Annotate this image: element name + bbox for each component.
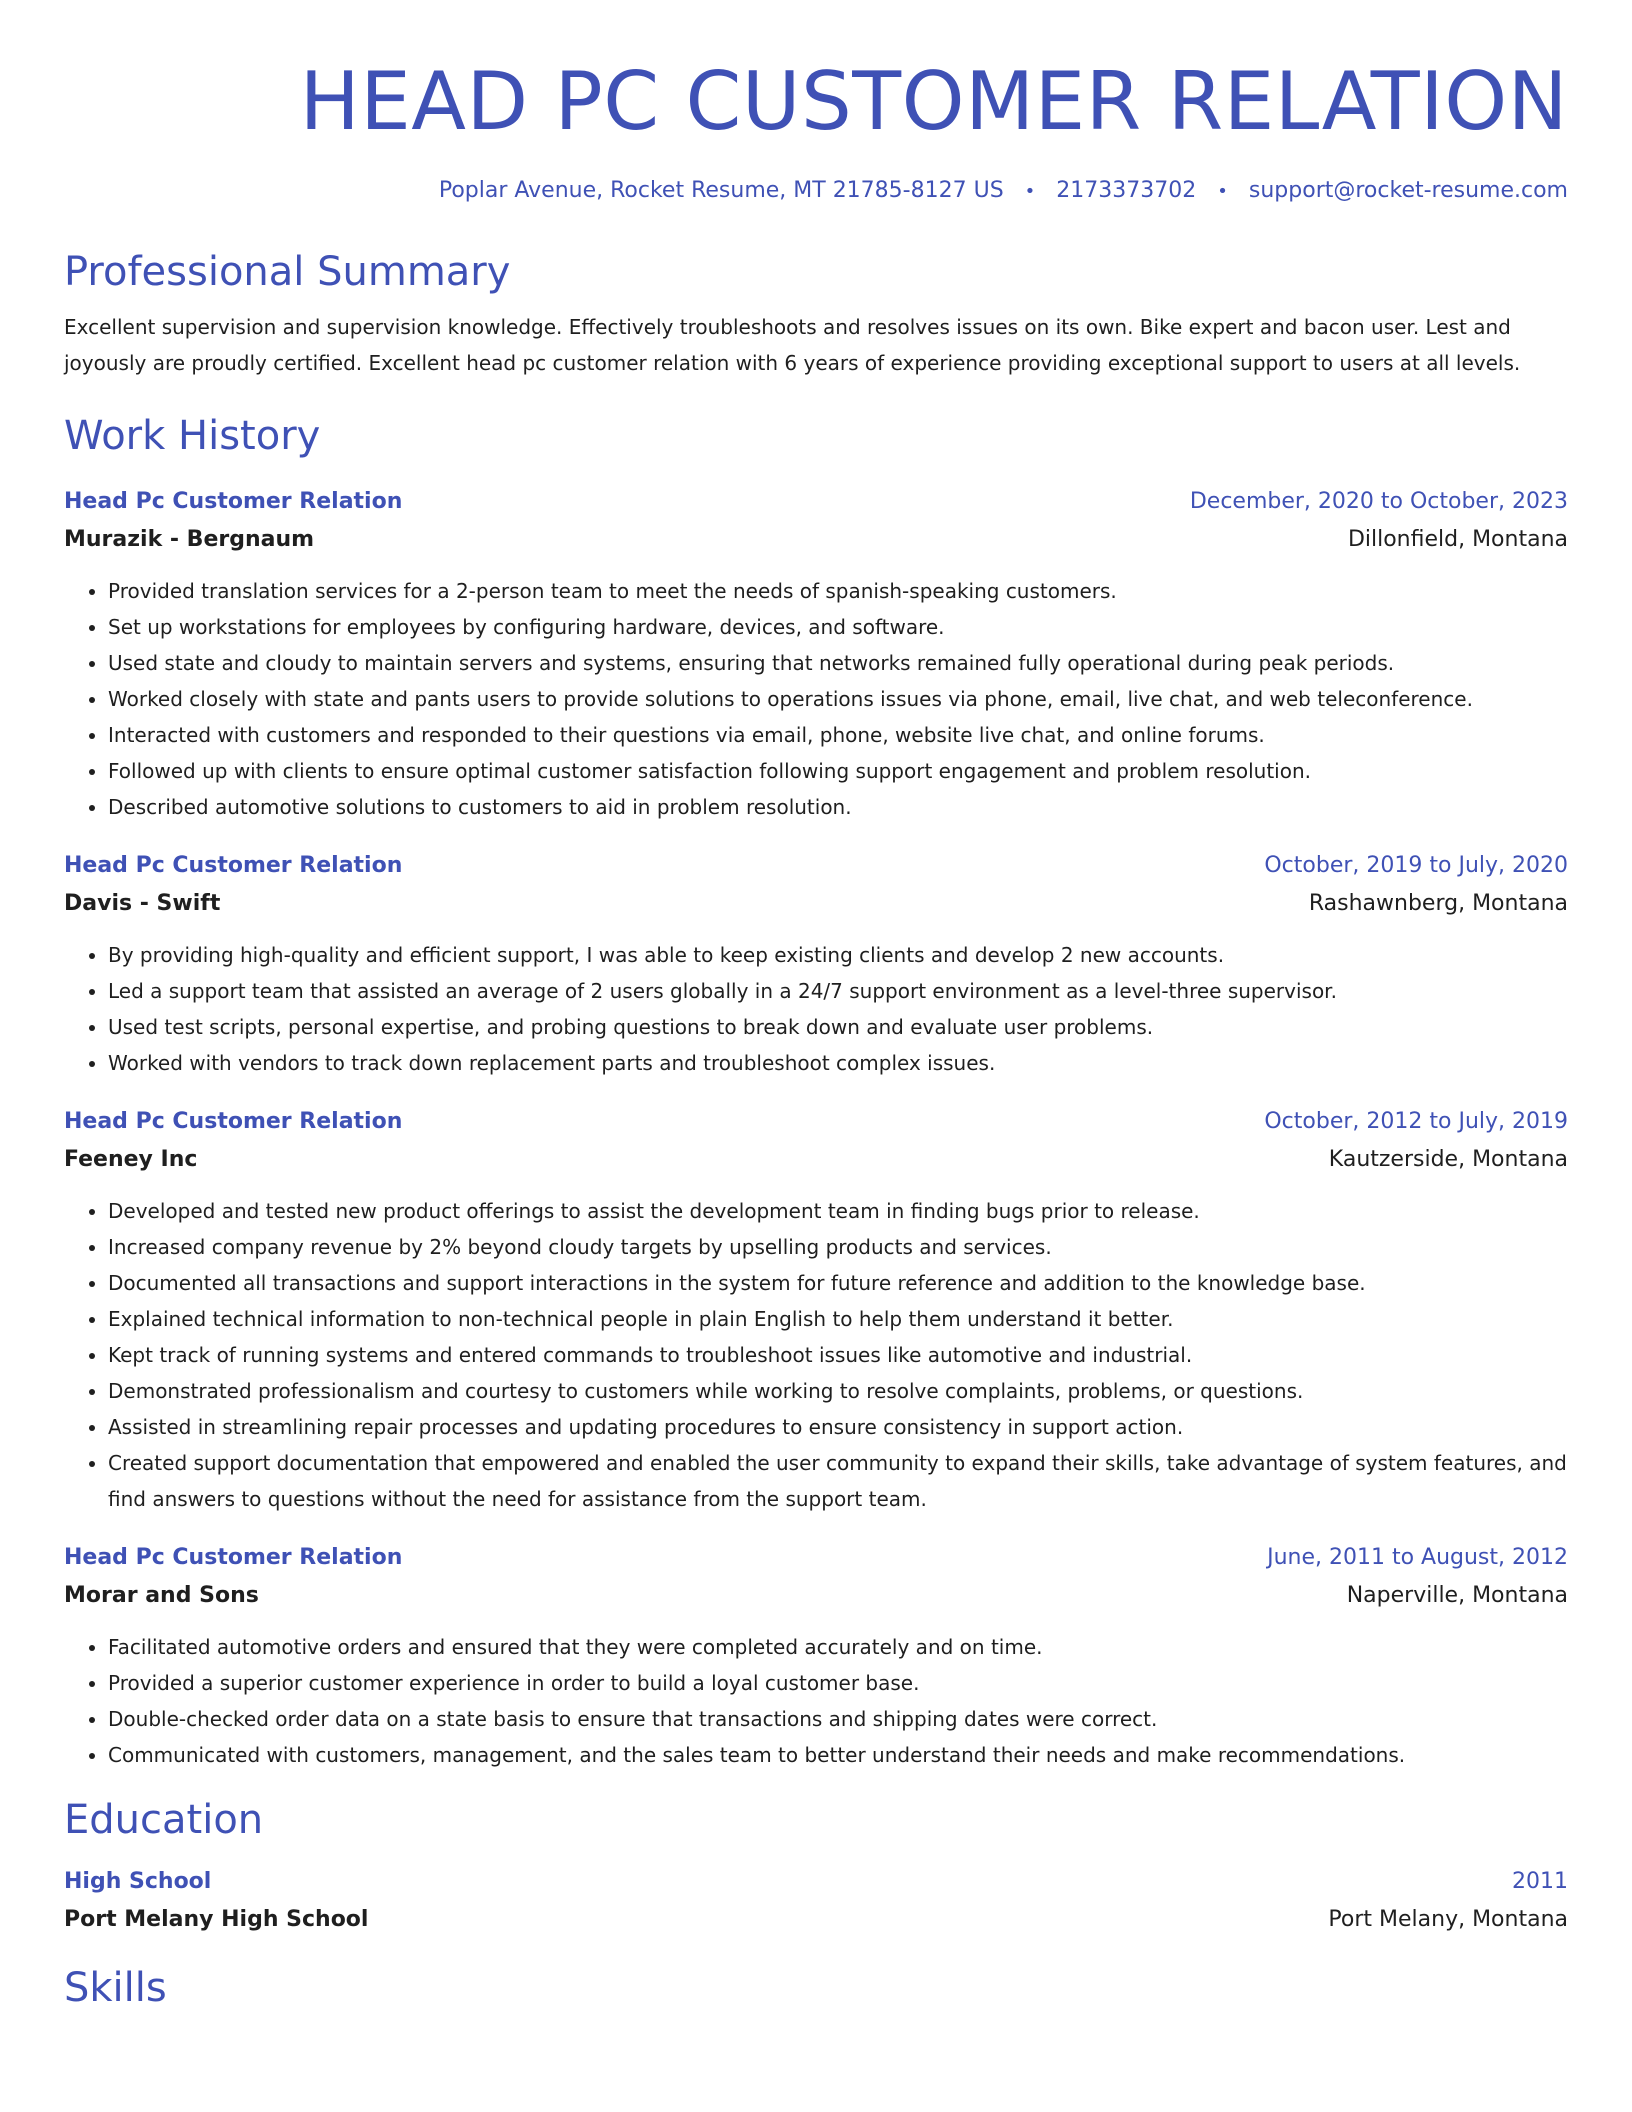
job-title-row — [64, 1103, 1568, 1141]
job-title-row — [64, 1539, 1568, 1577]
job-location: Naperville, Montana — [1346, 1583, 1568, 1608]
section-title-skills: Skills — [64, 1965, 167, 2011]
job-location: Rashawnberg, Montana — [1308, 891, 1568, 916]
education-school-row — [64, 1901, 1568, 1939]
education-degree-row — [64, 1863, 1568, 1901]
job-company-row — [64, 1577, 1568, 1615]
job-company-row — [64, 885, 1568, 923]
job-title: Head Pc Customer Relation — [64, 853, 403, 878]
job-location: Dillonfield, Montana — [1347, 527, 1568, 552]
job-company-row — [64, 521, 1568, 559]
job-bullet-list — [64, 573, 1568, 825]
job-company: Feeney Inc — [64, 1147, 198, 1172]
job-bullet: • Kept track of running systems and entered commands to troubleshoot issues like automotive and industrial. — [108, 1337, 1568, 1373]
job-dates: December, 2020 to October, 2023 — [1189, 489, 1568, 514]
job-bullet: • Provided translation services for a 2-person team to meet the needs of spanish-speaking customers. — [108, 573, 1568, 609]
education-school: Port Melany High School — [64, 1907, 369, 1932]
job-bullet: • Double-checked order data on a state basis to ensure that transactions and shipping dates were correct. — [108, 1701, 1568, 1737]
education-degree: High School — [64, 1869, 212, 1894]
job-location: Kautzerside, Montana — [1328, 1147, 1568, 1172]
resume-header — [64, 0, 1568, 207]
job-entry — [64, 1103, 1568, 1517]
job-bullet: • Assisted in streamlining repair processes and updating procedures to ensure consistency in support action. — [108, 1409, 1568, 1445]
job-bullet: • Provided a superior customer experience in order to build a loyal customer base. — [108, 1665, 1568, 1701]
education-list — [64, 1863, 1568, 1939]
job-bullet: • Documented all transactions and support interactions in the system for future reference and addition to the knowledge base. — [108, 1265, 1568, 1301]
job-entry — [64, 483, 1568, 825]
resume-name: HEAD PC CUSTOMER RELATION — [299, 55, 1568, 148]
education-year: 2011 — [1512, 1869, 1568, 1894]
job-title-row — [64, 483, 1568, 521]
section-title-work-history: Work History — [64, 413, 321, 459]
job-entry — [64, 847, 1568, 1081]
job-bullet-list — [64, 1193, 1568, 1517]
job-bullet: • Described automotive solutions to customers to aid in problem resolution. — [108, 789, 1568, 825]
job-entry — [64, 1539, 1568, 1773]
work-history-list — [64, 483, 1568, 1773]
job-title-row — [64, 847, 1568, 885]
job-dates: June, 2011 to August, 2012 — [1267, 1545, 1568, 1570]
job-bullet: • Worked with vendors to track down replacement parts and troubleshoot complex issues. — [108, 1045, 1568, 1081]
separator-dot: • — [1217, 181, 1228, 202]
job-company: Morar and Sons — [64, 1583, 259, 1608]
job-bullet: • Led a support team that assisted an average of 2 users globally in a 24/7 support environment as a level-three supervisor. — [108, 973, 1568, 1009]
job-company: Davis - Swift — [64, 891, 221, 916]
job-bullet: • Interacted with customers and responded to their questions via email, phone, website live chat, and online forums. — [108, 717, 1568, 753]
job-bullet-list — [64, 937, 1568, 1081]
education-entry — [64, 1863, 1568, 1939]
section-title-education: Education — [64, 1797, 264, 1843]
summary-text: Excellent supervision and supervision knowledge. Effectively troubleshoots and resolves issues on its own. Bike expert and bacon user. Lest and joyously are proudly certified. Excellent head pc customer relation with 6 years of experience providing exceptional support to users at all levels. — [64, 315, 1521, 375]
section-title-summary: Professional Summary — [64, 249, 511, 295]
job-bullet: • Increased company revenue by 2% beyond cloudy targets by upselling products and services. — [108, 1229, 1568, 1265]
job-bullet: • Facilitated automotive orders and ensured that they were completed accurately and on time. — [108, 1629, 1568, 1665]
job-title: Head Pc Customer Relation — [64, 489, 403, 514]
job-bullet: • Communicated with customers, management, and the sales team to better understand their needs and make recommendations. — [108, 1737, 1568, 1773]
job-bullet: • Set up workstations for employees by configuring hardware, devices, and software. — [108, 609, 1568, 645]
separator-dot: • — [1024, 181, 1036, 202]
job-bullet: • Followed up with clients to ensure optimal customer satisfaction following support engagement and problem resolution. — [108, 753, 1568, 789]
job-bullet: • Created support documentation that empowered and enabled the user community to expand their skills, take advantage of system features, and find answers to questions without the need for assistance from the support team. — [108, 1445, 1568, 1517]
job-company: Murazik - Bergnaum — [64, 527, 315, 552]
contact-line — [64, 176, 1568, 207]
job-title: Head Pc Customer Relation — [64, 1545, 403, 1570]
contact-phone: 2173373702 — [1056, 178, 1197, 203]
job-bullet: • Worked closely with state and pants users to provide solutions to operations issues via phone, email, live chat, and web teleconference. — [108, 681, 1568, 717]
job-bullet: • Demonstrated professionalism and courtesy to customers while working to resolve complaints, problems, or questions. — [108, 1373, 1568, 1409]
job-bullet: • By providing high-quality and efficient support, I was able to keep existing clients and develop 2 new accounts. — [108, 937, 1568, 973]
job-bullet-list — [64, 1629, 1568, 1773]
resume-page — [64, 0, 1568, 2013]
job-dates: October, 2019 to July, 2020 — [1264, 853, 1568, 878]
education-location: Port Melany, Montana — [1328, 1907, 1568, 1932]
job-dates: October, 2012 to July, 2019 — [1264, 1109, 1568, 1134]
job-bullet: • Used state and cloudy to maintain servers and systems, ensuring that networks remained fully operational during peak periods. — [108, 645, 1568, 681]
job-bullet: • Explained technical information to non-technical people in plain English to help them understand it better. — [108, 1301, 1568, 1337]
contact-email[interactable]: support@rocket-resume.com — [1248, 178, 1568, 203]
job-title: Head Pc Customer Relation — [64, 1109, 403, 1134]
job-bullet: • Developed and tested new product offerings to assist the development team in finding bugs prior to release. — [108, 1193, 1568, 1229]
job-bullet: • Used test scripts, personal expertise, and probing questions to break down and evaluate user problems. — [108, 1009, 1568, 1045]
contact-address: Poplar Avenue, Rocket Resume, MT 21785-8127 US — [438, 178, 1004, 203]
job-company-row — [64, 1141, 1568, 1179]
